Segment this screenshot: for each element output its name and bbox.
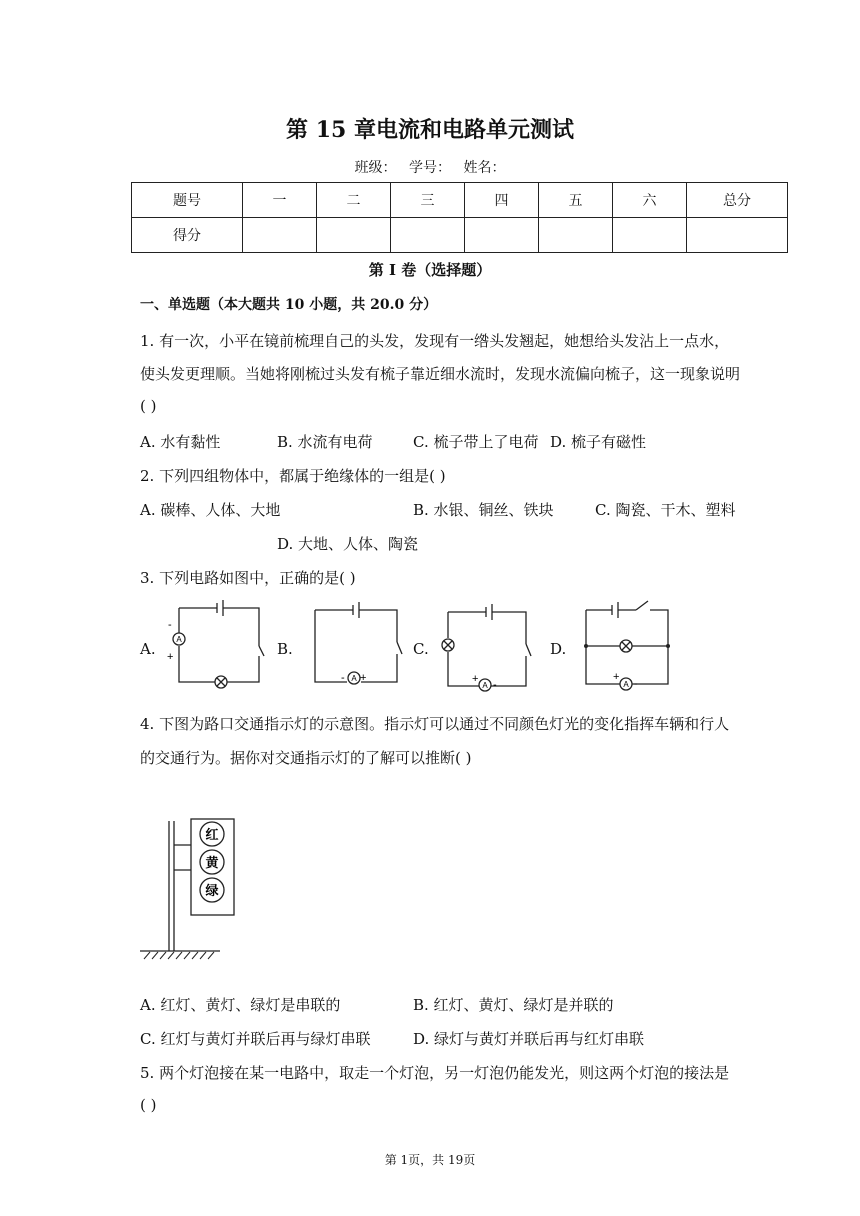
circuit-c-diagram bbox=[440, 598, 540, 690]
ammeter-label: A bbox=[623, 680, 629, 689]
q3-option-a[interactable]: A. bbox=[140, 640, 156, 658]
ammeter-label: A bbox=[351, 674, 357, 683]
q2-option-d[interactable]: D. 大地、人体、陶瓷 bbox=[277, 535, 419, 553]
q1-option-a[interactable]: A. 水有黏性 bbox=[140, 433, 221, 451]
green-light-label: 绿 bbox=[205, 884, 219, 899]
q3-text-line1: 3. 下列电路如图中，正确的是( ) bbox=[140, 569, 356, 587]
q1-option-c[interactable]: C. 梳子带上了电荷 bbox=[413, 433, 539, 451]
score-header-cell: 六 bbox=[613, 183, 687, 218]
score-header-cell: 五 bbox=[539, 183, 613, 218]
plus-label: + bbox=[472, 673, 479, 685]
circuit-d-diagram bbox=[580, 596, 680, 694]
minus-label: - bbox=[168, 619, 172, 631]
q4-text-line1: 4. 下图为路口交通指示灯的示意图。指示灯可以通过不同颜色灯光的变化指挥车辆和行人 bbox=[140, 715, 730, 733]
score-header-cell: 四 bbox=[465, 183, 539, 218]
class-label: 班级： bbox=[354, 160, 397, 176]
minus-label: - bbox=[634, 678, 638, 690]
score-header-cell: 题号 bbox=[132, 183, 243, 218]
q5-text-line1: 5. 两个灯泡接在某一电路中，取走一个灯泡，另一灯泡仍能发光，则这两个灯泡的接法是 bbox=[140, 1064, 730, 1082]
score-cell[interactable] bbox=[539, 218, 613, 253]
circuit-a-diagram bbox=[165, 598, 265, 688]
q2-option-c[interactable]: C. 陶瓷、干木、塑料 bbox=[595, 501, 736, 519]
score-table-row bbox=[132, 218, 788, 253]
score-header-cell: 二 bbox=[317, 183, 391, 218]
score-cell[interactable] bbox=[465, 218, 539, 253]
q2-text-line1: 2. 下列四组物体中，都属于绝缘体的一组是( ) bbox=[140, 467, 446, 485]
plus-label: + bbox=[167, 651, 174, 663]
id-label: 学号： bbox=[409, 160, 451, 176]
minus-label: - bbox=[493, 679, 497, 691]
yellow-light-label: 黄 bbox=[205, 856, 219, 871]
q3-option-c[interactable]: C. bbox=[413, 640, 429, 658]
q4-option-c[interactable]: C. 红灯与黄灯并联后再与绿灯串联 bbox=[140, 1030, 371, 1048]
q1-option-d[interactable]: D. 梳子有磁性 bbox=[550, 433, 647, 451]
score-header-cell: 一 bbox=[243, 183, 317, 218]
q4-option-d[interactable]: D. 绿灯与黄灯并联后再与红灯串联 bbox=[413, 1030, 645, 1048]
section-title: 第 I 卷（选择题） bbox=[368, 261, 492, 279]
page-footer: 第 1页，共 19页 bbox=[384, 1153, 476, 1167]
score-cell[interactable] bbox=[317, 218, 391, 253]
q4-option-b[interactable]: B. 红灯、黄灯、绿灯是并联的 bbox=[413, 996, 614, 1014]
q1-text-line1: 1. 有一次，小平在镜前梳理自己的头发，发现有一绺头发翘起，她想给头发沾上一点水， bbox=[140, 332, 730, 350]
page-title: 第 15 章电流和电路单元测试 bbox=[286, 117, 574, 143]
q1-option-b[interactable]: B. 水流有电荷 bbox=[277, 433, 373, 451]
name-label: 姓名： bbox=[463, 160, 506, 176]
score-cell[interactable] bbox=[687, 218, 788, 253]
traffic-light-diagram bbox=[140, 815, 240, 960]
student-info bbox=[0, 157, 860, 177]
score-table bbox=[131, 182, 788, 253]
score-row-label: 得分 bbox=[132, 218, 243, 253]
q2-option-a[interactable]: A. 碳棒、人体、大地 bbox=[140, 501, 281, 519]
plus-label: + bbox=[613, 671, 620, 683]
q1-text-line2: 使头发更理顺。当她将刚梳过头发有梳子靠近细水流时，发现水流偏向梳子，这一现象说明 bbox=[140, 365, 741, 383]
score-cell[interactable] bbox=[243, 218, 317, 253]
q3-option-d[interactable]: D. bbox=[550, 640, 567, 658]
score-cell[interactable] bbox=[613, 218, 687, 253]
q4-text-line2: 的交通行为。据你对交通指示灯的了解可以推断( ) bbox=[140, 749, 472, 767]
plus-label: + bbox=[360, 672, 367, 684]
part-heading: 一、单选题（本大题共 10 小题，共 20.0 分） bbox=[140, 297, 438, 313]
minus-label: - bbox=[341, 672, 345, 684]
q2-option-b[interactable]: B. 水银、铜丝、铁块 bbox=[413, 501, 554, 519]
q3-option-b[interactable]: B. bbox=[277, 640, 293, 658]
q5-text-line2: ( ) bbox=[140, 1096, 157, 1114]
circuit-b-diagram bbox=[305, 598, 405, 688]
score-header-cell: 三 bbox=[391, 183, 465, 218]
q4-option-a[interactable]: A. 红灯、黄灯、绿灯是串联的 bbox=[140, 996, 341, 1014]
ammeter-label: A bbox=[482, 681, 488, 690]
q1-text-line3: ( ) bbox=[140, 397, 157, 415]
score-cell[interactable] bbox=[391, 218, 465, 253]
ammeter-label: A bbox=[176, 635, 182, 644]
score-header-cell: 总分 bbox=[687, 183, 788, 218]
red-light-label: 红 bbox=[205, 828, 219, 843]
score-table-header-row bbox=[132, 183, 788, 218]
